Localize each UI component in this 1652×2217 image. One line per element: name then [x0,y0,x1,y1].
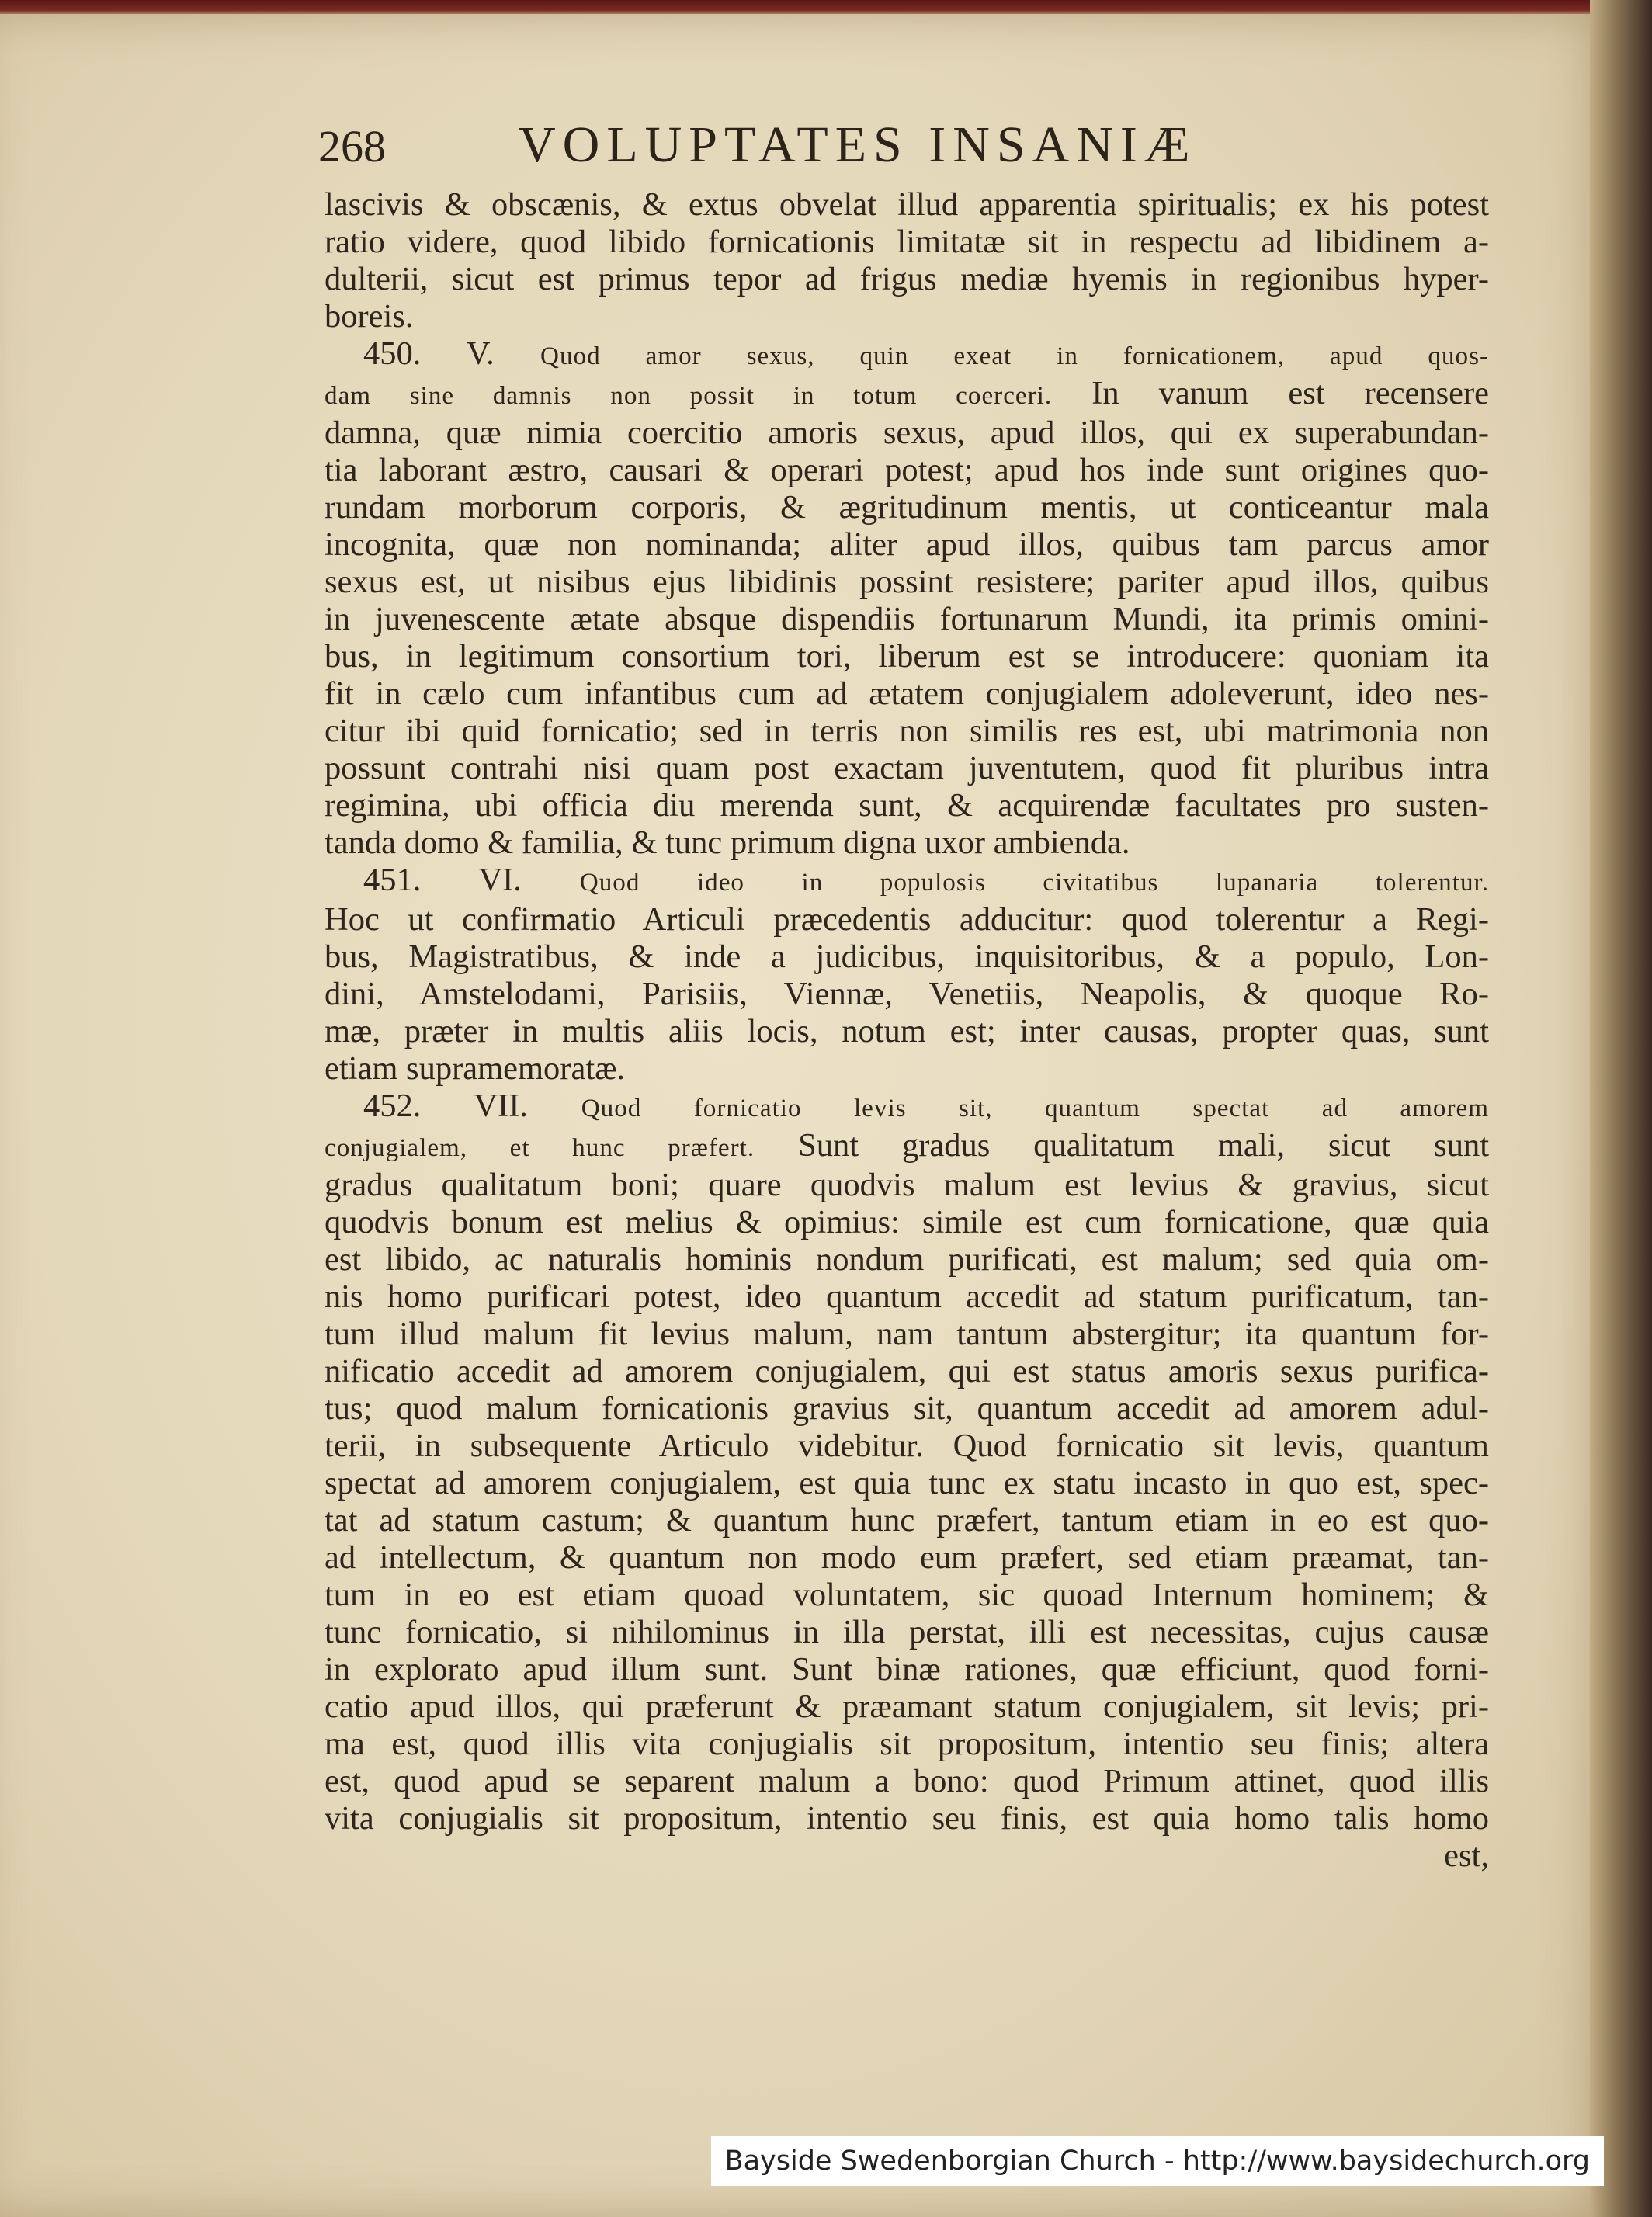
section-number: 452. [363,1088,422,1124]
text-line: nificatio accedit ad amorem conjugialem, qui est status amoris sexus purifica- [324,1353,1489,1390]
text-line: terii, in subsequente Articulo videbitur. Quod fornicatio sit levis, quantum [324,1428,1489,1464]
section-450-heading-cont [324,375,1489,415]
text-line: citur ibi quid fornicatio; sed in terris non similis res est, ubi matrimonia non [324,713,1489,749]
text-line: tum in eo est etiam quoad voluntatem, sic quoad Internum hominem; & [324,1577,1489,1613]
text-line: boreis. [324,298,414,335]
text-line: Hoc ut confirmatio Articuli præcedentis adducitur: quod tolerentur a Regi- [324,901,1489,938]
text-line: est libido, ac naturalis hominis nondum purificati, est malum; sed quia om- [324,1241,1489,1278]
text-line: catio apud illos, qui præferunt & præamant statum conjugialem, sit levis; pri- [324,1688,1489,1725]
text-line: sexus est, ut nisibus ejus libidinis possint resistere; pariter apud illos, quibus [324,564,1489,600]
text-line: bus, in legitimum consortium tori, liberum est se introducere: quoniam ita [324,638,1489,675]
text-line: etiam supramemoratæ. [324,1050,626,1087]
section-roman: VII. [474,1088,528,1124]
text-line: gradus qualitatum boni; quare quodvis malum est levius & gravius, sicut [324,1167,1489,1203]
text-line: bus, Magistratibus, & inde a judicibus, inquisitoribus, & a populo, Lon- [324,938,1489,975]
text-line: quodvis bonum est melius & opimius: simile est cum fornicatione, quæ quia [324,1204,1489,1240]
text-line: ratio videre, quod libido fornicationis limitatæ sit in respectu ad libidinem a- [324,224,1489,260]
section-heading-text: Quod amor sexus, quin exeat in fornicationem, apud quos- [540,342,1489,370]
section-452-heading [324,1088,1489,1127]
text-line: fit in cælo cum infantibus cum ad ætatem conjugialem adoleverunt, ideo nes- [324,675,1489,712]
text-line: ma est, quod illis vita conjugialis sit propositum, intentio seu finis; altera [324,1726,1489,1762]
section-roman: VI. [478,862,522,898]
text-line: vita conjugialis sit propositum, intentio seu finis, est quia homo talis homo [324,1800,1489,1837]
text-line: damna, quæ nimia coercitio amoris sexus, apud illos, qui ex superabundan- [324,415,1489,451]
text-line: in juvenescente ætate absque dispendiis fortunarum Mundi, ita primis omini- [324,601,1489,637]
text-line: spectat ad amorem conjugialem, est quia tunc ex statu incasto in quo est, spec- [324,1465,1489,1501]
section-451-heading [324,862,1489,901]
section-text: Sunt gradus qualitatum mali, sicut sunt [798,1127,1489,1164]
section-number: 450. [363,335,422,372]
text-line: est, quod apud se separent malum a bono: quod Primum attinet, quod illis [324,1763,1489,1799]
text-line: tia laborant æstro, causari & operari potest; apud hos inde sunt origines quo- [324,452,1489,488]
catchword: est, [1444,1837,1489,1874]
text-line: dini, Amstelodami, Parisiis, Viennæ, Venetiis, Neapolis, & quoque Ro- [324,976,1489,1012]
page-text [324,186,1489,1875]
text-line: regimina, ubi officia diu merenda sunt, & acquirendæ facultates pro susten- [324,787,1489,824]
section-heading-text: Quod ideo in populosis civitatibus lupanaria tolerentur. [579,868,1490,897]
text-line: in explorato apud illum sunt. Sunt binæ rationes, quæ efficiunt, quod forni- [324,1651,1489,1688]
section-heading-text: conjugialem, et hunc præfert. [324,1133,755,1162]
book-title: VOLUPTATES INSANIÆ [519,116,1197,173]
text-line: tat ad statum castum; & quantum hunc præfert, tantum etiam in eo est quo- [324,1502,1489,1539]
text-line: tunc fornicatio, si nihilominus in illa perstat, illi est necessitas, cujus causæ [324,1614,1489,1650]
text-line: rundam morborum corporis, & ægritudinum mentis, ut conticeantur mala [324,489,1489,526]
text-line: nis homo purificari potest, ideo quantum accedit ad statum purificatum, tan- [324,1279,1489,1315]
page-number: 268 [318,121,386,172]
section-452-heading-cont [324,1127,1489,1167]
page-gutter-shadow [1590,0,1652,2217]
section-heading-text: Quod fornicatio levis sit, quantum spectat ad amorem [581,1094,1489,1122]
text-line: mæ, præter in multis aliis locis, notum est; inter causas, propter quas, sunt [324,1013,1489,1050]
text-line: tanda domo & familia, & tunc primum digna uxor ambienda. [324,824,1130,861]
running-head [318,116,1498,175]
text-line: tum illud malum fit levius malum, nam tantum abstergitur; ita quantum for- [324,1316,1489,1352]
section-450-heading [324,335,1489,375]
text-line: incognita, quæ non nominanda; aliter apud illos, quibus tam parcus amor [324,526,1489,563]
section-number: 451. [363,862,422,898]
text-line: possunt contrahi nisi quam post exactam juventutem, quod fit pluribus intra [324,750,1489,786]
section-roman: V. [466,335,495,372]
text-line: dulterii, sicut est primus tepor ad frigus mediæ hyemis in regionibus hyper- [324,261,1489,297]
watermark-caption: Bayside Swedenborgian Church - http://www.baysidechurch.org [711,2136,1604,2186]
text-line: ad intellectum, & quantum non modo eum præfert, sed etiam præamat, tan- [324,1539,1489,1576]
text-line: lascivis & obscænis, & extus obvelat illud apparentia spiritualis; ex his potest [324,186,1489,223]
text-line: tus; quod malum fornicationis gravius sit, quantum accedit ad amorem adul- [324,1390,1489,1427]
section-heading-text: dam sine damnis non possit in totum coerceri. [324,381,1053,410]
section-text: In vanum est recensere [1092,375,1489,411]
